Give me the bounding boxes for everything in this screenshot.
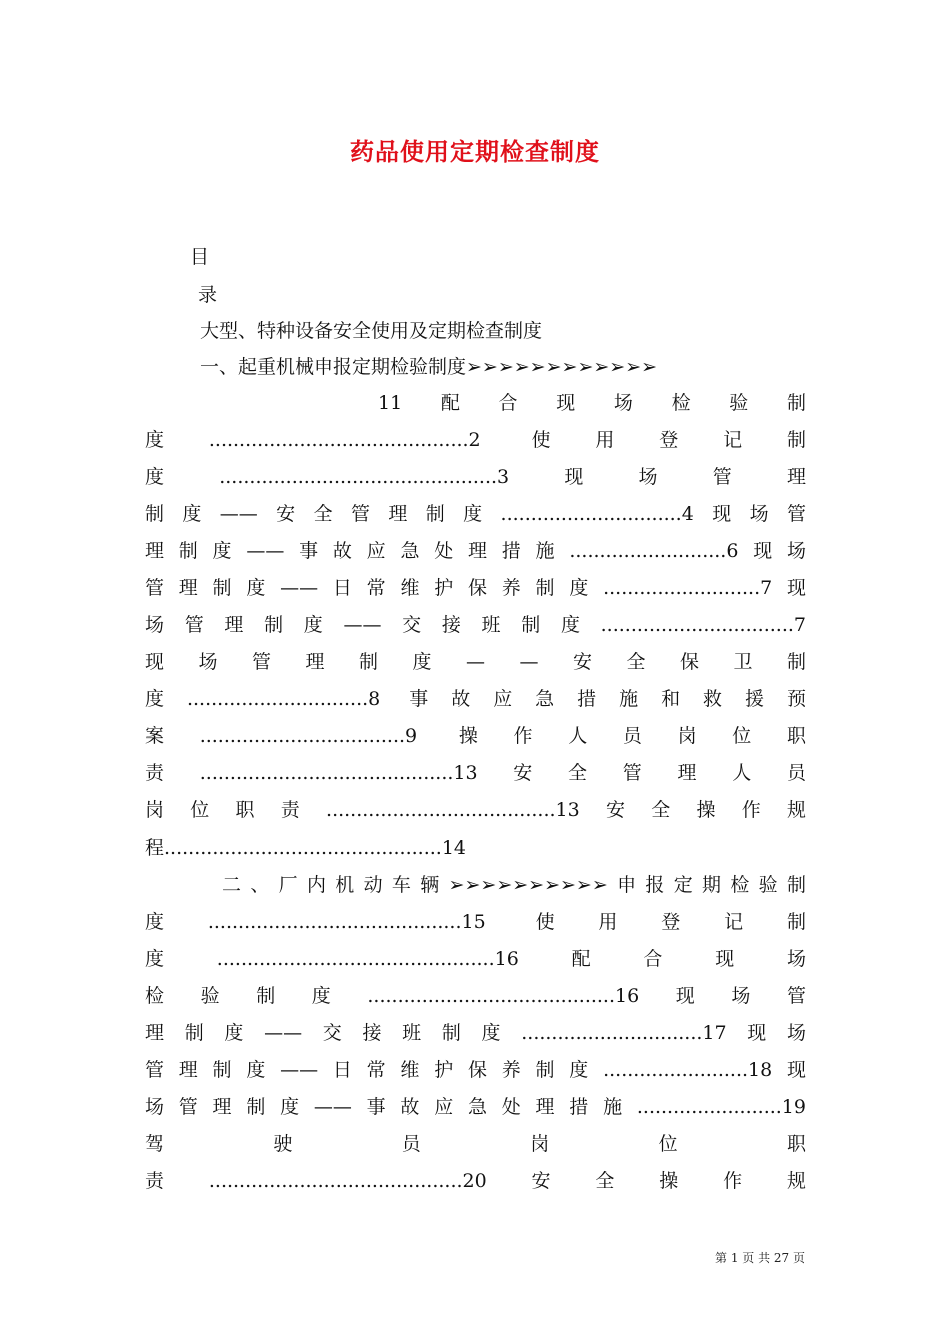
toc-line: 大型、特种设备安全使用及定期检查制度 bbox=[200, 320, 543, 342]
toc-line: 度..........................................15 使用登记制 bbox=[145, 911, 806, 933]
toc-line: 检验制度.........................................16现场管 bbox=[145, 985, 806, 1007]
toc-line: 责..........................................13安全管理人员 bbox=[145, 762, 806, 784]
toc-line: 二、厂内机动车辆➢➢➢➢➢➢➢➢➢➢申报定期检验制 bbox=[222, 874, 806, 896]
toc-line: 岗位职责......................................13安全操作规 bbox=[145, 799, 806, 821]
toc-line: 11 配 合 现 场 检 验 制 bbox=[378, 392, 806, 414]
toc-line: 度..............................................16配合现场 bbox=[145, 948, 806, 970]
toc-line: 录 bbox=[198, 284, 218, 306]
toc-line: 管理制度——日常维护保养制度..........................7现 bbox=[145, 577, 806, 599]
toc-line: 管理制度——日常维护保养制度........................18现 bbox=[145, 1059, 806, 1081]
toc-line: 场管理制度——交接班制度................................7 bbox=[145, 614, 806, 636]
toc-line: 驾 驶 员 岗 位 职 bbox=[145, 1133, 806, 1155]
toc-line: 理制度——事故应急处理措施..........................6现场 bbox=[145, 540, 806, 562]
document-title: 药品使用定期检查制度 bbox=[350, 137, 600, 166]
toc-line: 一、起重机械申报定期检验制度➢➢➢➢➢➢➢➢➢➢➢➢ bbox=[200, 356, 658, 378]
page-number: 第 1 页 共 27 页 bbox=[715, 1251, 805, 1265]
toc-line: 制度——安全管理制度..............................4现场管 bbox=[145, 503, 806, 525]
toc-line: 程..............................................14 bbox=[145, 837, 466, 859]
toc-line: 现 场 管 理 制 度 — — 安 全 保 卫 制 bbox=[145, 651, 806, 673]
toc-line: 目 bbox=[190, 246, 210, 268]
toc-line: 度..............................................3现场管理 bbox=[145, 466, 806, 488]
toc-line: 度...........................................2 使用登记制 bbox=[145, 429, 806, 451]
toc-line: 案..................................9 操作人员岗位职 bbox=[145, 725, 806, 747]
toc-line: 度..............................8 事故应急措施和救援预 bbox=[145, 688, 806, 710]
toc-line: 责..........................................20安全操作规 bbox=[145, 1170, 806, 1192]
toc-line: 理制度——交接班制度..............................17现场 bbox=[145, 1022, 806, 1044]
toc-line: 场管理制度——事故应急处理措施........................19 bbox=[145, 1096, 806, 1118]
